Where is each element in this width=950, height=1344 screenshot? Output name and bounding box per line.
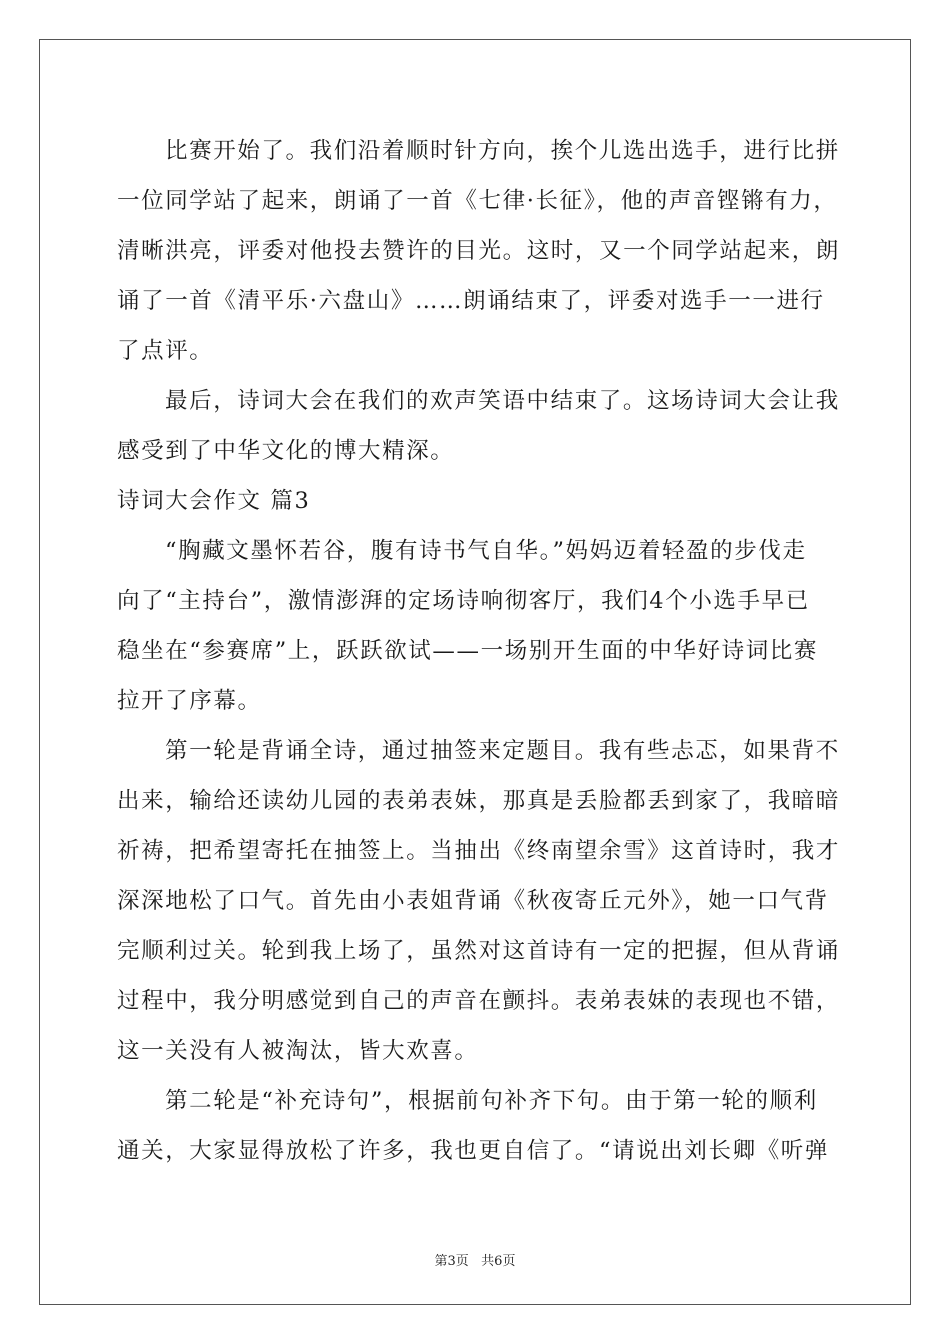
text-line: 第一轮是背诵全诗，通过抽签来定题目。我有些忐忑，如果背不 [165,738,840,764]
text-line: 出来，输给还读幼儿园的表弟表妹，那真是丢脸都丢到家了，我暗暗 [117,788,841,814]
text-line: 这一关没有人被淘汰，皆大欢喜。 [117,1038,479,1064]
page-number-footer: 第3页 共6页 [434,1254,516,1269]
text-line: 过程中，我分明感觉到自己的声音在颤抖。表弟表妹的表现也不错， [117,988,841,1014]
text-line: 第二轮是“补充诗句”，根据前句补齐下句。由于第一轮的顺利 [165,1088,818,1114]
text-line: 诵了一首《清平乐·六盘山》……朗诵结束了，评委对选手一一进行 [117,288,825,314]
text-line: 感受到了中华文化的博大精深。 [117,438,455,464]
text-line: “胸藏文墨怀若谷，腹有诗书气自华。”妈妈迈着轻盈的步伐走 [165,538,807,564]
text-line: 向了“主持台”，激情澎湃的定场诗响彻客厅，我们4个小选手早已 [117,588,810,614]
text-line: 深深地松了口气。首先由小表姐背诵《秋夜寄丘元外》，她一口气背 [117,888,829,914]
text-line: 清晰洪亮，评委对他投去赞许的目光。这时，又一个同学站起来，朗 [117,238,841,264]
text-line: 稳坐在“参赛席”上，跃跃欲试——一场别开生面的中华好诗词比赛 [117,638,819,664]
text-line: 通关，大家显得放松了许多，我也更自信了。“请说出刘长卿《听弹 [117,1138,830,1164]
text-line: 一位同学站了起来，朗诵了一首《七律·长征》，他的声音铿锵有力， [117,188,838,214]
text-line: 拉开了序幕。 [117,688,262,714]
text-line: 了点评。 [117,338,214,364]
text-line: 比赛开始了。我们沿着顺时针方向，挨个儿选出选手，进行比拼 [165,138,840,164]
text-line: 最后，诗词大会在我们的欢声笑语中结束了。这场诗词大会让我 [165,388,840,414]
text-line: 祈祷，把希望寄托在抽签上。当抽出《终南望余雪》这首诗时，我才 [117,838,841,864]
section-heading: 诗词大会作文 篇3 [117,488,311,514]
text-line: 完顺利过关。轮到我上场了，虽然对这首诗有一定的把握，但从背诵 [117,938,841,964]
